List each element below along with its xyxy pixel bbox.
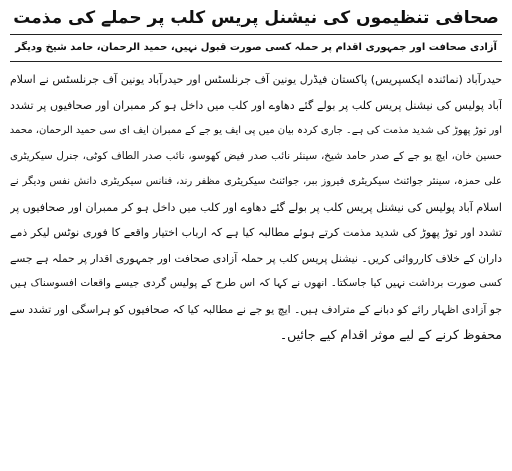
article-body xyxy=(10,67,502,348)
body-line: حیدرآباد (نمائندہ ایکسپریس) پاکستان فیڈرل یونین آف جرنلسٹس اور حیدرآباد یونین آف جرنلسٹس نے اسلام xyxy=(10,73,502,86)
body-line: علی حمزہ، سینئر جوائنٹ سیکریٹری فیروز ببر، جوائنٹ سیکریٹری مظفر رند، فنانس سیکریٹری دانش نفس ودیگر نے xyxy=(10,176,502,187)
body-line: اسلام آباد پولیس کی نیشنل پریس کلب پر بولے گئے دھاوے اور کلب میں داخل ہو کر ممبران اور صحافیوں پر xyxy=(10,200,502,214)
headline: صحافی تنظیموں کی نیشنل پریس کلب پر حملے کی مذمت xyxy=(13,8,499,28)
body-line: جو آزادی اظہار رائے کو دبانے کے مترادف ہیں۔ ایچ یو جے نے مطالبہ کیا کہ صحافیوں کو ہراسگی اور تشدد سے xyxy=(10,302,502,316)
headline-divider xyxy=(10,34,502,35)
body-line: داران کے خلاف کارروائی کریں۔ نیشنل پریس کلب پر حملہ آزادی صحافت اور جمہوری اقدار پر حملہ ہے جسے xyxy=(10,251,502,265)
body-line: حسین خان، ایچ یو جے کے صدر حامد شیخ، سینئر نائب صدر فیض کھوسو، نائب صدر الطاف کوٹی، جنرل سیکریٹری xyxy=(10,149,502,162)
body-line: تشدد اور توڑ پھوڑ کی شدید مذمت کرتے ہوئے مطالبہ کیا ہے کہ ارباب اختیار واقعے کا فوری نوٹس لیکر ذمے xyxy=(10,226,502,239)
subheadline-divider xyxy=(10,61,502,62)
body-line-last: محفوظ کرنے کے لیے موثر اقدام کیے جائیں۔ xyxy=(279,327,502,342)
body-line: اور توڑ پھوڑ کی شدید مذمت کی ہے۔ جاری کردہ بیان میں پی ایف یو جے کے ممبران ایف ای سی حمید الرحمان، محمد xyxy=(10,125,502,136)
subheadline: آزادی صحافت اور جمہوری اقدام پر حملہ کسی صورت قبول نہیں، حمید الرحمان، حامد شیخ ودیگر xyxy=(15,42,497,53)
body-line: آباد پولیس کی نیشنل پریس کلب پر بولے گئے دھاوے اور کلب میں داخل ہو کر ممبران اور صحافیوں پر تشدد xyxy=(10,98,502,112)
body-line: کسی صورت برداشت نہیں کیا جاسکتا۔ انھوں نے کہا کہ اس طرح کے پولیس گردی جیسے واقعات افسوسناک ہیں xyxy=(10,277,502,289)
